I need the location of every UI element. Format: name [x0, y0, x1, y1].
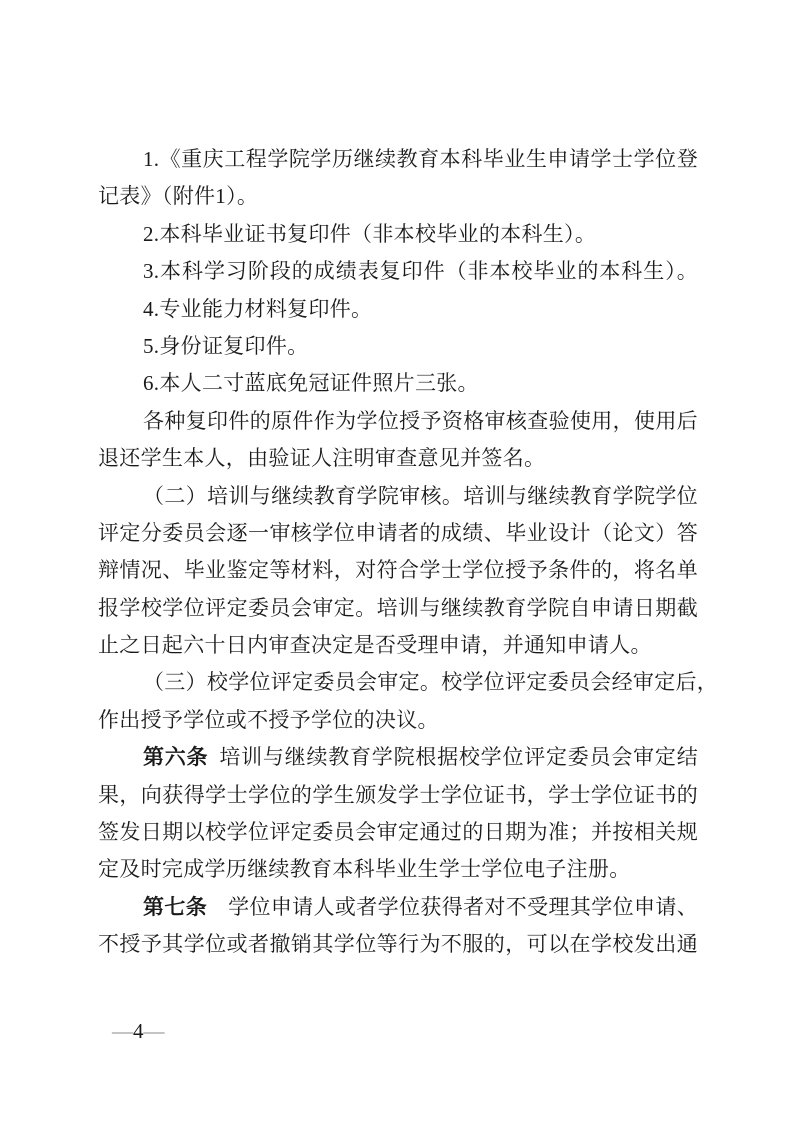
- text-line: 评定分委员会逐一审核学位申请者的成绩、毕业设计（论文）答: [98, 520, 698, 545]
- text-line: 2.本科毕业证书复印件（非本校毕业的本科生）。: [143, 221, 597, 246]
- text-line: 报学校学位评定委员会审定。培训与继续教育学院自申请日期截: [98, 595, 698, 620]
- page-number: [112, 1017, 165, 1045]
- text-line: 3.本科学习阶段的成绩表复印件（非本校毕业的本科生）。: [143, 259, 698, 284]
- text-line: 6.本人二寸蓝底免冠证件照片三张。: [143, 371, 479, 396]
- text-line: 退还学生本人，由验证人注明审查意见并签名。: [98, 446, 546, 471]
- text-line: 1.《重庆工程学院学历继续教育本科毕业生申请学士学位登: [143, 147, 698, 171]
- article-six-label: 第六条: [143, 746, 209, 770]
- text-line: 4.专业能力材料复印件。: [143, 296, 373, 321]
- text-line-rest: 学位申请人或者学位获得者对不受理其学位申请、: [228, 894, 698, 919]
- text-line: 作出授予学位或不授予学位的决议。: [98, 707, 439, 732]
- document-body: [98, 141, 719, 964]
- text-line: [98, 889, 698, 926]
- text-line: 果，向获得学士学位的学生颁发学士学位证书，学士学位证书的: [98, 782, 698, 807]
- text-line: 各种复印件的原件作为学位授予资格审核查验使用，使用后: [143, 408, 698, 433]
- text-line: 记表》（附件1）。: [98, 184, 259, 209]
- article-seven-label: 第七条: [143, 895, 208, 919]
- text-line: 不授予其学位或者撤销其学位等行为不服的，可以在学校发出通: [98, 932, 698, 957]
- text-line-rest: 培训与继续教育学院根据校学位评定委员会审定结: [219, 745, 698, 770]
- text-line: （二）培训与继续教育学院审核。培训与继续教育学院学位: [143, 483, 698, 508]
- text-line: 5.身份证复印件。: [143, 333, 309, 358]
- page-number-dash-left: —: [112, 1019, 133, 1043]
- text-line: [98, 739, 698, 776]
- text-line: 辩情况、毕业鉴定等材料，对符合学士学位授予条件的，将名单: [98, 558, 698, 583]
- text-line: 定及时完成学历继续教育本科毕业生学士学位电子注册。: [98, 857, 631, 882]
- text-line: 签发日期以校学位评定委员会审定通过的日期为准；并按相关规: [98, 820, 698, 845]
- page-number-dash-right: —: [143, 1019, 165, 1043]
- text-line: （三）校学位评定委员会审定。校学位评定委员会经审定后，: [143, 670, 719, 695]
- page-number-value: 4: [133, 1019, 144, 1043]
- text-line: 止之日起六十日内审查决定是否受理申请，并通知申请人。: [98, 633, 652, 658]
